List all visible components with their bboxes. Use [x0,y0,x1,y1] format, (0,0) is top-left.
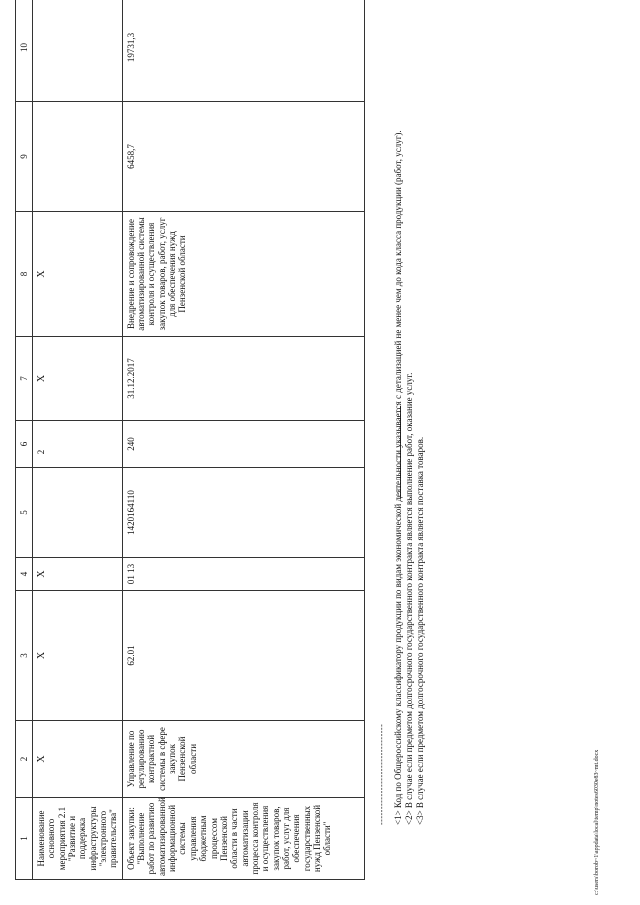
footnotes [393,25,426,825]
table-cell: 1420164110 [122,468,364,558]
table-cell: 19731,3 [122,0,364,102]
table-cell [33,0,123,102]
table-cell: X [33,212,123,337]
table-cell: 6458,7 [122,102,364,212]
table-cell: Наименование основного мероприятия 2.1 "Развитие и поддержка инфраструктуры "электронного правительства" [33,798,123,880]
footnote-separator: -------------------------------- [377,723,386,825]
header-row [16,0,33,880]
col-header: 2 [16,721,33,798]
table-cell [33,102,123,212]
col-header: 4 [16,558,33,591]
page-number: 2 [36,449,46,455]
table-cell: X [33,591,123,721]
table-cell: Управление по регулированию контрактной системы в сфере закупок Пензенской области [122,721,364,798]
table-cell: X [33,558,123,591]
footnote-3: <3> В случае если предметом долгосрочного государственного контракта является поставка товаров. [414,436,425,825]
col-header: 1 [16,798,33,880]
procurement-table [15,0,365,880]
footnote-1: <1> Код по Общероссийскому классификатору продукции по видам экономической деятельности указывается с детализацией не менее чем до кода класса продукции (работ, услуг). [393,130,403,825]
col-header: 9 [16,102,33,212]
col-header: 6 [16,421,33,468]
col-header: 10 [16,0,33,102]
col-header: 5 [16,468,33,558]
table-cell: 240 [122,421,364,468]
table-cell: 31.12.2017 [122,337,364,421]
table-cell: Внедрение и сопровождение автоматизированной системы контроля и осуществления закупок товаров, работ, услуг для обеспечения нужд Пензенской области [122,212,364,337]
table-cell [33,468,123,558]
col-header: 8 [16,212,33,337]
col-header: 7 [16,337,33,421]
file-path: c:\users\borob~1\appdata\local\temp\notes6030e83~mt.docx [594,749,600,895]
col-header: 3 [16,591,33,721]
table-cell [33,421,123,468]
table-cell: 62.01 [122,591,364,721]
footnote-2: <2> В случае если предметом долгосрочного государственного контракта является выполнение работ, оказание услуг. [403,372,414,825]
table-cell: X [33,337,123,421]
table-row [122,0,364,880]
table-cell: X [33,721,123,798]
table-cell: Объект закупки: "Выполнение работ по развитию автоматизированной информационной системы управления бюджетным процессом Пензенской области в части автоматизации процесса контроля и осуществления закупок товаров, работ, услуг для обеспечения государственных нужд Пензенской области" [122,798,364,880]
table-row [33,0,123,880]
table-cell: 01 13 [122,558,364,591]
